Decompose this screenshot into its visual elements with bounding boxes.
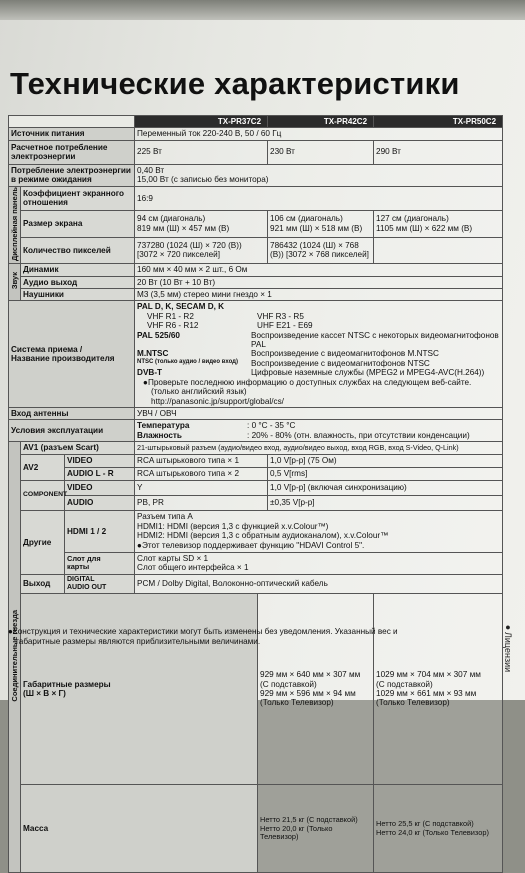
row-label-dimensions: Габаритные размеры (Ш × В × Г) bbox=[21, 593, 258, 784]
row-value-antenna: УВЧ / ОВЧ bbox=[135, 407, 503, 419]
av2-audio-label: AUDIO L - R bbox=[65, 467, 135, 480]
footnote bbox=[8, 627, 508, 648]
photo-top-shadow bbox=[0, 0, 525, 20]
row-label-mass: Масса bbox=[21, 785, 258, 873]
slot-value: Слот карты SD × 1 Слот общего интерфейса × 1 bbox=[135, 552, 503, 574]
model-header-3: TX-PR50C2 bbox=[374, 116, 503, 128]
row-value-conditions: Температура : 0 °C - 35 °C Влажность : 20% - 80% (отн. влажность, при отсутствии конденсации) bbox=[135, 420, 503, 442]
model-header-2: TX-PR42C2 bbox=[268, 116, 374, 128]
power-consumption-value-3: 290 Вт bbox=[374, 140, 503, 164]
component-audio-label: AUDIO bbox=[65, 495, 135, 510]
mass-value-2: Нетто 25,5 кг (С подставкой) Нетто 24,0 кг (Только Телевизор) bbox=[374, 785, 503, 873]
page-edge-text: ●Лицензии bbox=[503, 622, 513, 673]
model-header-1: TX-PR37C2 bbox=[135, 116, 268, 128]
row-value-reception: PAL D, K, SECAM D, K VHF R1 - R2 VHF R3 - R5 VHF R6 - R12 UHF E21 - E69 PAL 525/60 Воспроизведение кассет NTSC с некоторых видеомагнитофонов PAL M.NTSC Воспроизведение с видеомагнитофонов M.NTSC NTSC (только аудио / видео вход) Воспроизведение с видеомагнитофонов NTSC DVB-T Цифровые наземные службы (MPEG2 и MPEG4-AVC(H.264)) ●Проверьте последнюю информацию о доступных службах на следующем веб-сайте. (только английский язык) http://panasonic.jp/support/global/cs/ bbox=[135, 301, 503, 408]
group-connectors: Соединительные гнезда bbox=[9, 442, 21, 873]
row-label-av2: AV2 bbox=[21, 454, 65, 480]
power-consumption-value-1: 225 Вт bbox=[135, 140, 268, 164]
component-audio-type: PB, PR bbox=[135, 495, 268, 510]
row-label-av1: AV1 (разъем Scart) bbox=[21, 442, 135, 454]
component-video-level: 1,0 V[p-p] (включая синхронизацию) bbox=[268, 480, 503, 495]
digital-audio-out-label: DIGITAL AUDIO OUT bbox=[65, 574, 135, 593]
row-label-power-consumption: Расчетное потребление электроэнергии bbox=[9, 140, 135, 164]
row-value-standby: 0,40 Вт 15,00 Вт (с записью без монитора) bbox=[135, 164, 503, 186]
row-value-av1: 21-штырьковый разъем (аудио/видео вход, аудио/видео выход, вход RGB, вход S-Video, Q-Link) bbox=[135, 442, 503, 454]
screen-size-value-2: 106 см (диагональ) 921 мм (Ш) × 518 мм (В) bbox=[268, 210, 374, 237]
av2-audio-type: RCA штырькового типа × 2 bbox=[135, 467, 268, 480]
power-consumption-value-2: 230 Вт bbox=[268, 140, 374, 164]
pixels-value-2: 786432 (1024 (Ш) × 768 (В)) [3072 × 768 пикселей] bbox=[268, 237, 374, 264]
footnote-line-2: габаритные размеры являются приблизительными величинами. bbox=[16, 637, 261, 647]
row-value-aspect: 16:9 bbox=[135, 186, 503, 210]
pixels-value-1: 737280 (1024 (Ш) × 720 (В)) [3072 × 720 пикселей] bbox=[135, 237, 268, 264]
row-value-power-source: Переменный ток 220-240 В, 50 / 60 Гц bbox=[135, 128, 503, 140]
screen-size-value-1: 94 см (диагональ) 819 мм (Ш) × 457 мм (В) bbox=[135, 210, 268, 237]
av2-audio-level: 0,5 V[rms] bbox=[268, 467, 503, 480]
row-value-speaker: 160 мм × 40 мм × 2 шт., 6 Ом bbox=[135, 264, 503, 276]
row-label-power-source: Источник питания bbox=[9, 128, 135, 140]
row-label-screen-size: Размер экрана bbox=[21, 210, 135, 237]
spec-table bbox=[8, 115, 503, 873]
group-display-panel: Дисплейная панель bbox=[9, 186, 21, 263]
row-value-audio-out: 20 Вт (10 Вт + 10 Вт) bbox=[135, 276, 503, 288]
slot-label: Слот для карты bbox=[65, 552, 135, 574]
row-label-component: COMPONENT bbox=[21, 480, 65, 510]
row-label-reception: Система приема / Название производителя bbox=[9, 301, 135, 408]
av2-video-type: RCA штырькового типа × 1 bbox=[135, 454, 268, 467]
hdmi-label: HDMI 1 / 2 bbox=[65, 510, 135, 552]
row-label-standby: Потребление электроэнергии в режиме ожидания bbox=[9, 164, 135, 186]
row-label-audio-out: Аудио выход bbox=[21, 276, 135, 288]
dimensions-value-2: 1029 мм × 704 мм × 307 мм (С подставкой) 1029 мм × 661 мм × 93 мм (Только Телевизор) bbox=[374, 593, 503, 784]
component-audio-level: ±0,35 V[p-p] bbox=[268, 495, 503, 510]
av2-video-level: 1,0 V[p-p] (75 Ом) bbox=[268, 454, 503, 467]
footnote-line-1: ●Конструкция и технические характеристики могут быть изменены без уведомления. Указанный вес и bbox=[8, 627, 398, 636]
av2-video-label: VIDEO bbox=[65, 454, 135, 467]
row-label-headphones: Наушники bbox=[21, 288, 135, 300]
page-title: Технические характеристики bbox=[10, 66, 460, 101]
hdmi-value: Разъем типа A HDMI1: HDMI (версия 1,3 с функцией x.v.Colour™) HDMI2: HDMI (версия 1,3 с обратным аудиоканалом), x.v.Colour™ ●Этот телевизор поддерживает функцию "HDAVI Control 5". bbox=[135, 510, 503, 552]
row-label-pixels: Количество пикселей bbox=[21, 237, 135, 264]
row-label-output: Выход bbox=[21, 574, 65, 593]
row-label-antenna: Вход антенны bbox=[9, 407, 135, 419]
mass-value-1: Нетто 21,5 кг (С подставкой) Нетто 20,0 кг (Только Телевизор) bbox=[258, 785, 374, 873]
group-sound: Звук bbox=[9, 264, 21, 301]
pixels-value-3 bbox=[374, 237, 503, 264]
row-label-aspect: Коэффициент экранного отношения bbox=[21, 186, 135, 210]
component-video-label: VIDEO bbox=[65, 480, 135, 495]
row-value-headphones: M3 (3,5 мм) стерео мини гнездо × 1 bbox=[135, 288, 503, 300]
screen-size-value-3: 127 см (диагональ) 1105 мм (Ш) × 622 мм (В) bbox=[374, 210, 503, 237]
row-label-other: Другие bbox=[21, 510, 65, 574]
row-label-conditions: Условия эксплуатации bbox=[9, 420, 135, 442]
digital-audio-out-value: PCM / Dolby Digital, Волоконно-оптический кабель bbox=[135, 574, 503, 593]
dimensions-value-1: 929 мм × 640 мм × 307 мм (С подставкой) 929 мм × 596 мм × 94 мм (Только Телевизор) bbox=[258, 593, 374, 784]
component-video-type: Y bbox=[135, 480, 268, 495]
row-label-speaker: Динамик bbox=[21, 264, 135, 276]
